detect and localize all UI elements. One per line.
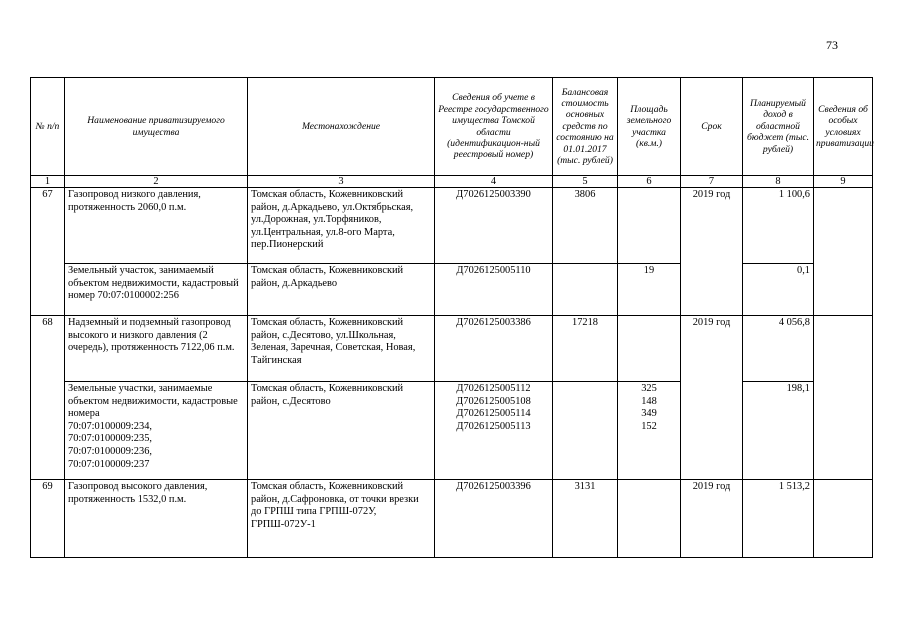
header-location: Местонахождение: [248, 78, 435, 176]
property-name: Газопровод низкого давления, протяженность 2060,0 п.м.: [65, 188, 248, 264]
planned-income: 1 100,6: [743, 188, 814, 264]
planned-income: 1 513,2: [743, 480, 814, 558]
column-number: 9: [814, 176, 873, 188]
registry-number-line: Д7026125005114: [456, 408, 531, 420]
header-num: № п/п: [31, 78, 65, 176]
column-number: 7: [681, 176, 743, 188]
table-row: [31, 264, 873, 316]
term: 2019 год: [681, 480, 743, 558]
header-area: Площадь земельного участка (кв.м.): [618, 78, 681, 176]
special-conditions: [814, 316, 873, 480]
special-conditions: [814, 188, 873, 316]
privatization-table: [30, 77, 873, 558]
column-number-row: [31, 176, 873, 188]
column-number: 8: [743, 176, 814, 188]
column-number: 4: [435, 176, 553, 188]
cadastral-number: 70:07:0100009:236,: [68, 445, 152, 457]
cadastral-number: 70:07:0100009:237: [68, 458, 150, 470]
land-area: [618, 188, 681, 264]
registry-number: Д7026125005110: [435, 264, 553, 316]
balance-value: [553, 382, 618, 480]
column-number: 2: [65, 176, 248, 188]
property-location: Томская область, Кожевниковский район, д.Сафроновка, от точки врезки до ГРПШ типа ГРПШ-072У, ГРПШ-072У-1: [248, 480, 435, 558]
table-row: [31, 188, 873, 264]
planned-income: 4 056,8: [743, 316, 814, 382]
land-area: 19: [618, 264, 681, 316]
header-income: Планируемый доход в областной бюджет (тыс. рублей): [743, 78, 814, 176]
header-name: Наименование приватизируемого имущества: [65, 78, 248, 176]
property-name: Земельный участок, занимаемый объектом недвижимости, кадастровый номер 70:07:0100002:256: [65, 264, 248, 316]
land-area: [618, 316, 681, 382]
balance-value: 3131: [553, 480, 618, 558]
balance-value: 3806: [553, 188, 618, 264]
cadastral-number: 70:07:0100009:234,: [68, 420, 152, 432]
property-location: Томская область, Кожевниковский район, с.Десятово: [248, 382, 435, 480]
term: 2019 год: [681, 188, 743, 316]
registry-number: Д7026125003386: [435, 316, 553, 382]
registry-number: Д7026125003390: [435, 188, 553, 264]
registry-number: Д7026125003396: [435, 480, 553, 558]
header-row: [31, 78, 873, 176]
header-term: Срок: [681, 78, 743, 176]
table-row: [31, 382, 873, 480]
land-area-line: 152: [641, 420, 657, 432]
table-row: [31, 316, 873, 382]
property-location: Томская область, Кожевниковский район, д.Аркадьево, ул.Октябрьская, ул.Дорожная, ул.Торфяников, ул.Центральная, ул.8-ого Марта, пер.Пионерский: [248, 188, 435, 264]
property-name: Надземный и подземный газопровод высокого и низкого давления (2 очередь), протяженность 7122,06 п.м.: [65, 316, 248, 382]
land-area-line: 349: [641, 408, 657, 420]
column-number: 6: [618, 176, 681, 188]
column-number: 1: [31, 176, 65, 188]
page-number: 73: [826, 38, 838, 52]
column-number: 3: [248, 176, 435, 188]
term: 2019 год: [681, 316, 743, 480]
balance-value: [553, 264, 618, 316]
registry-number-line: Д7026125005108: [456, 395, 531, 407]
name-intro: Земельные участки, занимаемые объектом недвижимости, кадастровые номера: [68, 383, 238, 420]
row-number: 69: [31, 480, 65, 558]
property-name: Газопровод высокого давления, протяженность 1532,0 п.м.: [65, 480, 248, 558]
balance-value: 17218: [553, 316, 618, 382]
column-number: 5: [553, 176, 618, 188]
property-name: [65, 382, 248, 480]
planned-income: 0,1: [743, 264, 814, 316]
registry-number-line: Д7026125005113: [456, 420, 531, 432]
registry-number: [435, 382, 553, 480]
table-row: [31, 480, 873, 558]
row-number: 68: [31, 316, 65, 480]
planned-income: 198,1: [743, 382, 814, 480]
header-conditions: Сведения об особых условиях приватизации: [814, 78, 873, 176]
property-location: Томская область, Кожевниковский район, с.Десятово, ул.Школьная, Зеленая, Заречная, Советская, Новая, Тайгинская: [248, 316, 435, 382]
property-location: Томская область, Кожевниковский район, д.Аркадьево: [248, 264, 435, 316]
special-conditions: [814, 480, 873, 558]
row-number: 67: [31, 188, 65, 316]
land-area: [618, 480, 681, 558]
registry-number-line: Д7026125005112: [456, 383, 531, 394]
header-balance: Балансовая стоимость основных средств по состоянию на 01.01.2017 (тыс. рублей): [553, 78, 618, 176]
header-registry: Сведения об учете в Реестре государственного имущества Томской области (идентификацион-ный реестровый номер): [435, 78, 553, 176]
land-area-line: 325: [641, 383, 657, 394]
land-area-line: 148: [641, 395, 657, 407]
land-area: [618, 382, 681, 480]
cadastral-number: 70:07:0100009:235,: [68, 433, 152, 445]
